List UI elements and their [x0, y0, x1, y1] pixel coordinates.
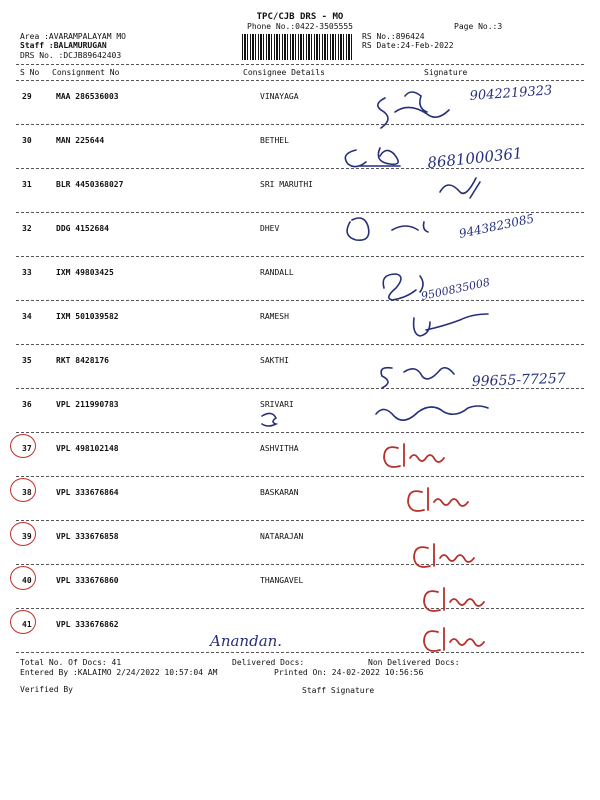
row-divider — [16, 388, 584, 389]
row-consignment: VPL 498102148 — [56, 444, 119, 453]
table-row — [0, 262, 600, 306]
page-number: Page No.:3 — [454, 22, 503, 31]
staff-signature-label: Staff Signature — [302, 686, 375, 695]
non-delivered-docs: Non Delivered Docs: — [368, 658, 460, 667]
rs-date: RS Date:24-Feb-2022 — [362, 41, 454, 50]
row-consignee: ASHVITHA — [260, 444, 299, 453]
row-sno: 40 — [22, 576, 32, 585]
row-consignee: SAKTHI — [260, 356, 289, 365]
row-sno: 35 — [22, 356, 32, 365]
phone-note-3: 9443823085 — [457, 211, 536, 241]
table-row — [0, 438, 600, 482]
table-row — [0, 526, 600, 570]
row-sno: 30 — [22, 136, 32, 145]
entered-by: Entered By :KALAIMO 2/24/2022 10:57:04 AM — [20, 668, 218, 677]
phone-number: Phone No.:0422-3505555 — [247, 22, 353, 31]
row-consignment: MAA 286536003 — [56, 92, 119, 101]
row-divider — [16, 124, 584, 125]
row-consignment: BLR 4450368027 — [56, 180, 124, 189]
phone-note-2: 8681000361 — [426, 144, 524, 172]
row-consignment: MAN 225644 — [56, 136, 105, 145]
row-consignment: VPL 211990783 — [56, 400, 119, 409]
row-consignment: IXM 501039582 — [56, 312, 119, 321]
table-row — [0, 130, 600, 174]
header-divider — [16, 64, 584, 65]
row-sno: 39 — [22, 532, 32, 541]
row-sno: 41 — [22, 620, 32, 629]
row-consignee: RANDALL — [260, 268, 294, 277]
row-consignment: VPL 333676858 — [56, 532, 119, 541]
row-sno: 32 — [22, 224, 32, 233]
row-sno: 29 — [22, 92, 32, 101]
row-consignment: VPL 333676860 — [56, 576, 119, 585]
row-consignee: VINAYAGA — [260, 92, 299, 101]
sheet-title: TPC/CJB DRS - MO — [256, 12, 344, 22]
table-row — [0, 306, 600, 350]
table-row — [0, 218, 600, 262]
row-sno: 38 — [22, 488, 32, 497]
columns-divider — [16, 80, 584, 81]
table-row — [0, 174, 600, 218]
table-row — [0, 394, 600, 438]
row-divider — [16, 652, 584, 653]
col-sno: S No — [20, 68, 40, 77]
verified-by: Verified By — [20, 685, 73, 694]
phone-note-4: 9500835008 — [419, 275, 492, 303]
phone-note-1: 9042219323 — [469, 83, 553, 104]
row-divider — [16, 608, 584, 609]
row-sno: 36 — [22, 400, 32, 409]
barcode-image — [242, 34, 354, 60]
row-consignee: RAMESH — [260, 312, 289, 321]
row-consignment: VPL 333676862 — [56, 620, 119, 629]
table-row — [0, 570, 600, 614]
staff-field: Staff :BALAMURUGAN — [20, 41, 107, 50]
table-row — [0, 350, 600, 394]
row-sno: 31 — [22, 180, 32, 189]
col-signature: Signature — [424, 68, 468, 77]
row-sno: 37 — [22, 444, 32, 453]
row-divider — [16, 344, 584, 345]
total-docs: Total No. Of Docs: 41 — [20, 658, 122, 667]
row-divider — [16, 432, 584, 433]
delivered-docs: Delivered Docs: — [232, 658, 305, 667]
row-consignee: BETHEL — [260, 136, 289, 145]
row-consignment: IXM 49803425 — [56, 268, 114, 277]
row-divider — [16, 564, 584, 565]
col-consignee: Consignee Details — [243, 68, 325, 77]
row-divider — [16, 476, 584, 477]
col-consignment: Consignment No — [52, 68, 120, 77]
row-consignee: DHEV — [260, 224, 280, 233]
row-consignee: BASKARAN — [260, 488, 299, 497]
row-consignee: SRI MARUTHI — [260, 180, 313, 189]
rs-number: RS No.:896424 — [362, 32, 425, 41]
row-divider — [16, 300, 584, 301]
row-sno: 34 — [22, 312, 32, 321]
row-consignee: SRIVARI — [260, 400, 294, 409]
row-consignment: RKT 8428176 — [56, 356, 109, 365]
row-consignee: THANGAVEL — [260, 576, 304, 585]
row-divider — [16, 520, 584, 521]
row-divider — [16, 212, 584, 213]
row-divider — [16, 168, 584, 169]
row-sno: 33 — [22, 268, 32, 277]
row-consignee: NATARAJAN — [260, 532, 304, 541]
drs-number: DRS No. :DCJB89642403 — [20, 51, 122, 60]
table-row — [0, 86, 600, 130]
table-row — [0, 482, 600, 526]
row-divider — [16, 256, 584, 257]
row-consignment: DDG 4152684 — [56, 224, 109, 233]
phone-note-5: 99655-77257 — [471, 370, 566, 390]
area-field: Area :AVARAMPALAYAM MO — [20, 32, 126, 41]
printed-on: Printed On: 24-02-2022 10:56:56 — [274, 668, 424, 677]
handwritten-name: Anandan. — [210, 632, 283, 650]
row-consignment: VPL 333676864 — [56, 488, 119, 497]
table-row — [0, 614, 600, 658]
